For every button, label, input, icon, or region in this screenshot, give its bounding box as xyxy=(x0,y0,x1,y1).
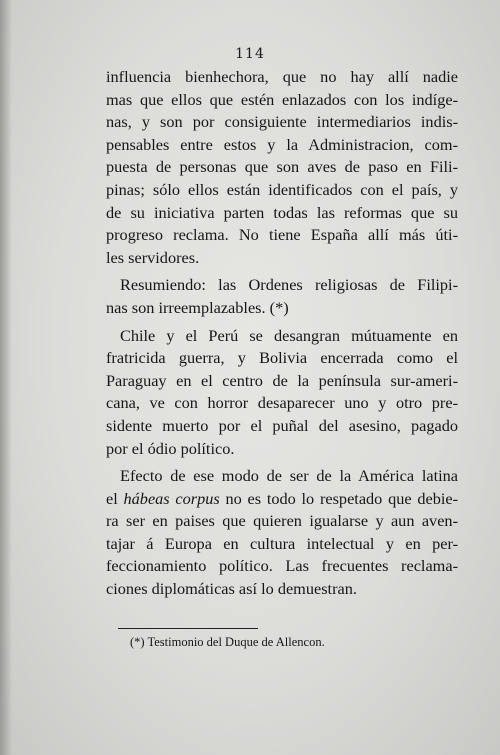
text-line: progreso reclama. No tiene España allí más úti- xyxy=(106,225,458,245)
text-line: ciones diplomáticas así lo demuestran. xyxy=(106,579,357,599)
text-line: mas que ellos que estén enlazados con los indíge- xyxy=(106,89,458,109)
text-line: de su iniciativa parten todas las reformas que su xyxy=(106,202,458,222)
italic-term: hábeas corpus xyxy=(123,488,220,508)
text-line: nas, y son por consiguiente intermediarios indis- xyxy=(106,112,458,132)
text-line: por el ódio político. xyxy=(106,438,235,458)
text-line: sidente muerto por el puñal del asesino, pagado xyxy=(106,415,458,435)
text-line: pinas; sólo ellos están identificados con el país, y xyxy=(106,179,458,199)
text-line: pensables entre estos y la Administracion, com- xyxy=(106,134,458,154)
footnote: (*) Testimonio del Duque de Allencon. xyxy=(130,635,325,649)
text-line: fratricida guerra, y Bolivia encerrada como el xyxy=(106,348,458,368)
text-fragment: el xyxy=(106,488,118,508)
text-line: les servidores. xyxy=(106,247,200,267)
text-line: Chile y el Perú se desangran mútuamente en xyxy=(120,325,458,345)
text-line xyxy=(106,488,458,511)
text-line: influencia bienhechora, que no hay allí nadie xyxy=(106,67,458,86)
text-line: Paraguay en el centro de la península sur-ameri- xyxy=(106,370,458,390)
text-line: nas son irreemplazables. (*) xyxy=(106,297,289,317)
page-number: 114 xyxy=(235,46,265,62)
text-fragment: no es todo lo respetado que debie- xyxy=(225,488,459,508)
text-line: feccionamiento político. Las frecuentes reclama- xyxy=(106,556,458,576)
text-line: puesta de personas que son aves de paso en Fili- xyxy=(106,157,458,177)
body-text xyxy=(106,66,458,601)
text-line: ra ser en paises que quieren igualarse y aun aven- xyxy=(106,511,458,531)
footnote-divider xyxy=(118,628,258,629)
text-line: tajar á Europa en cultura intelectual y en per- xyxy=(106,533,458,553)
text-line: Resumiendo: las Ordenes religiosas de Filipi- xyxy=(120,275,458,295)
text-line: Efecto de ese modo de ser de la América latina xyxy=(120,466,458,486)
text-line: cana, ve con horror desaparecer uno y otro pre- xyxy=(106,393,458,413)
